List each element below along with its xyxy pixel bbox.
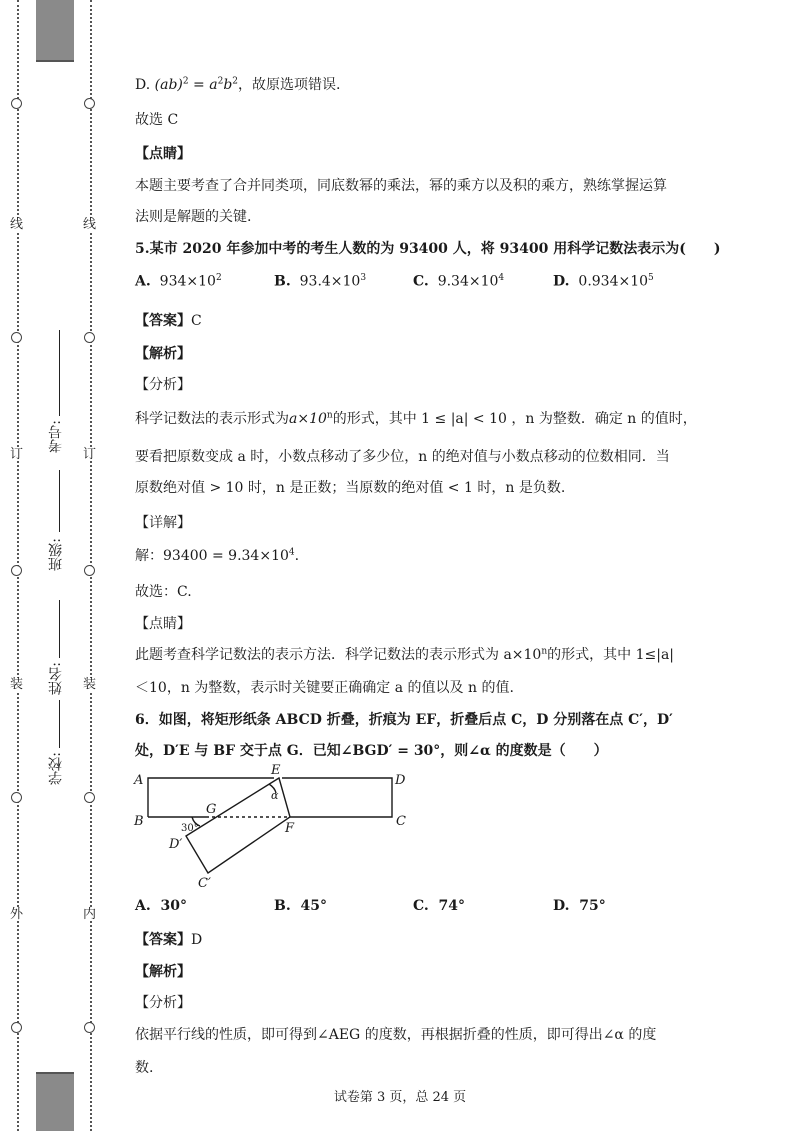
prev-dianjing-line1: 本题主要考查了合并同类项，同底数幂的乘法，幂的乘方以及积的乘方，熟练掌握运算: [135, 178, 667, 194]
binding-circle: [11, 98, 22, 109]
label-B: B: [134, 814, 144, 829]
q5-analysis-line3: 原数绝对值 > 10 时，n 是正数；当原数的绝对值 < 1 时，n 是负数.: [135, 480, 566, 496]
margin-char-xian: 线: [10, 217, 24, 232]
q6-option-b[interactable]: B. 45°: [274, 898, 327, 914]
q6-option-a[interactable]: A. 30°: [135, 898, 187, 914]
q6-jiexi-heading: 【解析】: [135, 964, 191, 980]
q5-choose: 故选：C.: [135, 584, 192, 600]
binding-circle: [11, 332, 22, 343]
q6-fenxi-heading: 【分析】: [135, 995, 191, 1011]
q5-answer: 【答案】C: [135, 313, 202, 329]
binding-circle: [84, 98, 95, 109]
name-field[interactable]: [59, 600, 60, 658]
band-bottom-rule: [36, 1072, 74, 1074]
label-C-prime: C′: [198, 876, 211, 890]
binding-circle: [84, 1022, 95, 1033]
name-label: 姓名:: [48, 662, 64, 695]
binding-circle: [84, 565, 95, 576]
school-field[interactable]: [59, 700, 60, 748]
q5-option-b[interactable]: B. $93.4\times 10^3$: [274, 273, 367, 290]
label-C: C: [396, 814, 406, 829]
rect-right-edges: [282, 778, 392, 817]
class-label: 班级:: [48, 538, 64, 571]
margin-char-zhuang: 装: [83, 677, 97, 692]
margin-char-wai: 外: [10, 907, 24, 922]
q5-option-c[interactable]: C. $9.34\times 10^4$: [413, 273, 505, 290]
q6-answer: 【答案】D: [135, 932, 203, 948]
label-A: A: [134, 773, 144, 788]
top-gray-band: [36, 0, 74, 60]
school-label: 学校:: [48, 752, 64, 785]
label-E: E: [271, 763, 281, 778]
label-F: F: [285, 821, 295, 836]
class-field[interactable]: [59, 470, 60, 532]
prev-dianjing-heading: 【点睛】: [135, 146, 191, 162]
binding-circle: [11, 565, 22, 576]
q5-option-a[interactable]: A. $934\times 10^2$: [135, 273, 222, 290]
q5-option-d[interactable]: D. $0.934\times 10^5$: [553, 273, 654, 290]
band-top-rule: [36, 60, 74, 62]
q6-analysis-line1: 依据平行线的性质，即可得到∠AEG 的度数，再根据折叠的性质，即可得出∠α 的度: [135, 1027, 657, 1043]
binding-circle: [84, 792, 95, 803]
prev-option-d: D. $(ab)^2 = a^2b^2$，故原选项错误.: [135, 76, 341, 93]
q5-analysis-line1: 科学记数法的表示形式为$a\times 10^n$的形式，其中 1 ≤ |a| < 10 ，n 为整数．确定 n 的值时，: [135, 410, 697, 427]
q5-fenxi-heading: 【分析】: [135, 377, 191, 393]
binding-circle: [11, 1022, 22, 1033]
q6-stem-line1: 6．如图，将矩形纸条 ABCD 折叠，折痕为 EF，折叠后点 C，D 分别落在点 C′，D′: [135, 712, 673, 728]
page-footer: 试卷第 3 页，总 24 页: [333, 1090, 467, 1105]
label-D: D: [395, 773, 406, 788]
binding-circle: [11, 792, 22, 803]
q5-dianjing-line1: 此题考查科学记数法的表示方法．科学记数法的表示形式为 $a\times 10^n$的形式，其中 1≤|a|: [135, 646, 675, 663]
exam-number-field[interactable]: [59, 330, 60, 416]
margin-char-nei: 内: [83, 907, 97, 922]
label-G: G: [206, 802, 217, 817]
binding-circle: [84, 332, 95, 343]
prev-dianjing-line2: 法则是解题的关键.: [135, 209, 252, 225]
label-angle-30: 30°: [181, 823, 199, 834]
q6-folding-figure: [130, 760, 420, 890]
label-alpha: α: [271, 789, 279, 802]
q5-dianjing-line2: ＜10，n 为整数，表示时关键要正确确定 a 的值以及 n 的值.: [135, 680, 514, 696]
q5-dianjing-heading: 【点睛】: [135, 616, 191, 632]
q5-jiexi-heading: 【解析】: [135, 346, 191, 362]
q5-analysis-line2: 要看把原数变成 a 时，小数点移动了多少位，n 的绝对值与小数点移动的位数相同．当: [135, 449, 670, 465]
exam-number-label: 考号:: [48, 420, 64, 453]
q6-option-c[interactable]: C. 74°: [413, 898, 466, 914]
label-D-prime: D′: [169, 837, 183, 852]
margin-char-ding: 订: [83, 447, 97, 462]
margin-char-ding: 订: [10, 447, 24, 462]
q6-stem-line2: 处，D′E 与 BF 交于点 G．已知∠BGD′ = 30°，则∠α 的度数是（ ）: [135, 743, 608, 759]
q5-stem: 5.某市 2020 年参加中考的考生人数的为 93400 人，将 93400 用科学记数法表示为( ): [135, 241, 721, 257]
q6-option-d[interactable]: D. 75°: [553, 898, 606, 914]
prev-choose: 故选 C: [135, 112, 179, 128]
q5-solution: 解：$93400 = 9.34\times 10^4$.: [135, 547, 300, 564]
q5-xiangjie-heading: 【详解】: [135, 515, 191, 531]
margin-char-zhuang: 装: [10, 677, 24, 692]
q6-analysis-line2: 数.: [135, 1060, 154, 1076]
margin-char-xian: 线: [83, 217, 97, 232]
